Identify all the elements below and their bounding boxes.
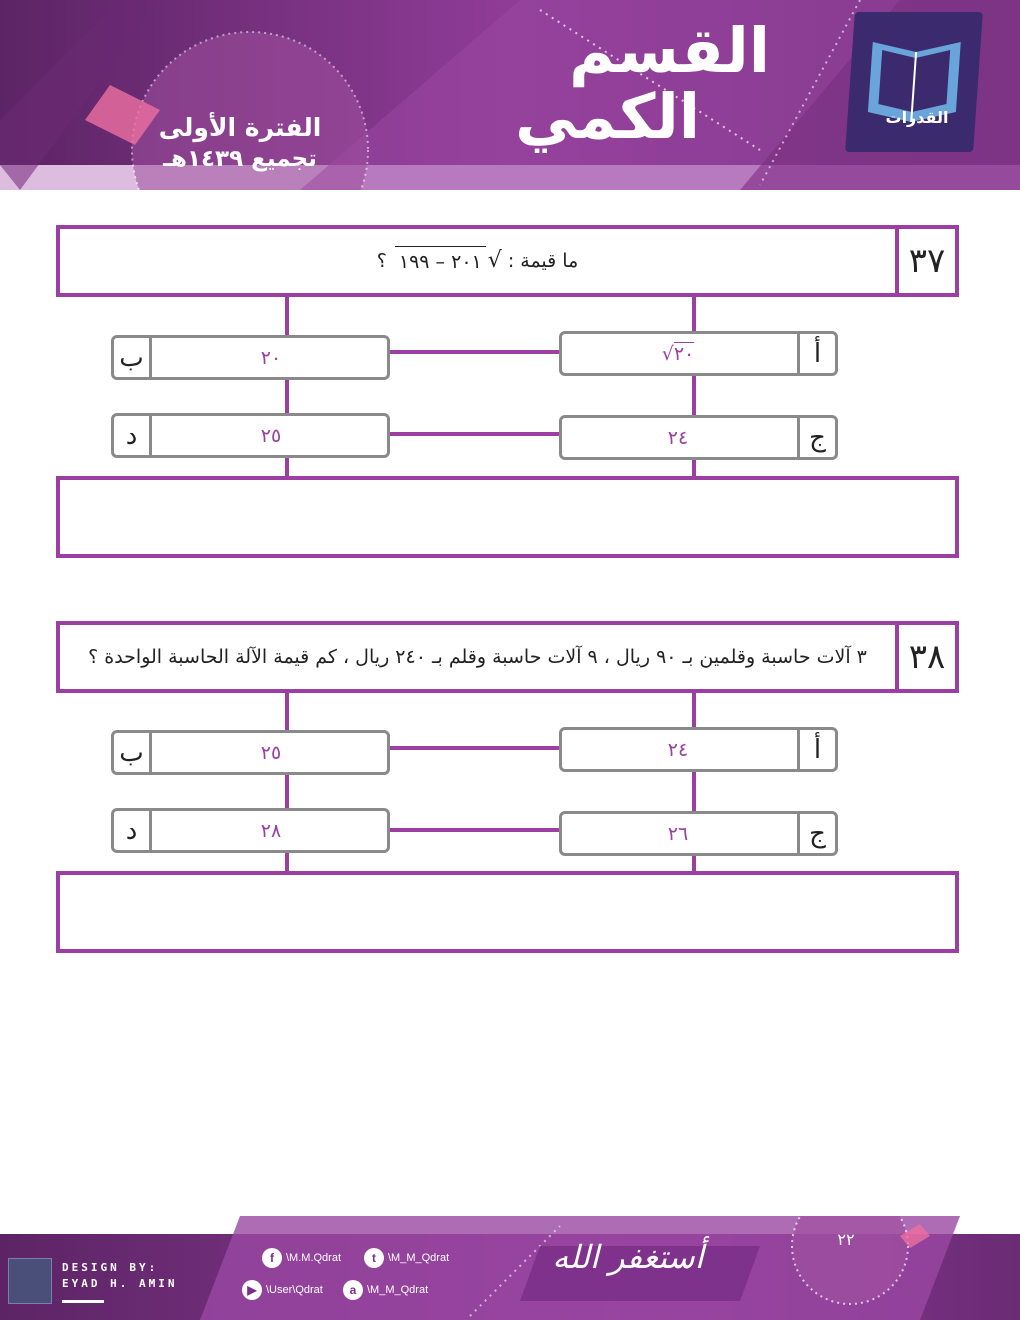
period-line2: تجميع ١٤٣٩هـ <box>163 146 317 172</box>
option-d[interactable] <box>111 413 390 458</box>
question-37-frame <box>56 225 959 297</box>
page-header <box>0 0 1020 190</box>
question-text <box>72 229 883 293</box>
option-letter: أ <box>797 334 835 373</box>
page-footer <box>0 1216 1020 1320</box>
option-a[interactable] <box>559 727 838 772</box>
youtube-icon: ▶ <box>242 1280 262 1300</box>
option-value: ٢٨ <box>260 819 282 842</box>
twitter-handle: \M_M_Qdrat <box>388 1252 450 1264</box>
radicand: ٢٠١ – ١٩٩ <box>395 246 486 277</box>
divider <box>62 1300 104 1303</box>
youtube-handle: \User\Qdrat <box>266 1284 323 1296</box>
design-credit <box>62 1260 177 1292</box>
answer-box[interactable] <box>56 871 959 953</box>
radical-icon: √ <box>487 248 502 273</box>
option-value <box>562 334 794 373</box>
page-number: ٢٢ <box>837 1230 855 1249</box>
connector-line <box>390 350 560 354</box>
option-a[interactable] <box>559 331 838 376</box>
logo-text: القدرات <box>885 108 949 127</box>
question-text-after: ؟ <box>376 250 387 272</box>
question-number: ٣٧ <box>895 229 955 293</box>
question-38-frame <box>56 621 959 693</box>
option-value: ٢٥ <box>260 741 282 764</box>
section-title-line1: القسم <box>569 14 770 87</box>
question-number: ٣٨ <box>895 625 955 689</box>
facebook-link[interactable] <box>262 1248 341 1268</box>
connector-line <box>390 828 560 832</box>
twitter-link[interactable] <box>364 1248 449 1268</box>
option-letter: أ <box>797 730 835 769</box>
facebook-icon: f <box>262 1248 282 1268</box>
option-letter: ب <box>114 338 152 377</box>
calligraphy: أستغفر الله <box>552 1238 704 1276</box>
design-credit-line2: EYAD H. AMIN <box>62 1277 178 1290</box>
option-letter: ج <box>797 418 835 457</box>
option-letter: ب <box>114 733 152 772</box>
design-credit-line1: DESIGN BY: <box>62 1261 159 1274</box>
question-text-before: ما قيمة : <box>507 250 579 272</box>
ask-handle: \M_M_Qdrat <box>367 1284 429 1296</box>
option-c[interactable] <box>559 415 838 460</box>
option-value-text: ٢٠ <box>673 343 695 365</box>
option-letter: د <box>114 416 152 455</box>
option-value: ٢٤ <box>667 738 689 761</box>
answer-box[interactable] <box>56 476 959 558</box>
section-title-line2: الكمي <box>515 80 700 153</box>
option-value: ٢٤ <box>667 426 689 449</box>
ask-icon: a <box>343 1280 363 1300</box>
option-letter: ج <box>797 814 835 853</box>
option-b[interactable] <box>111 335 390 380</box>
sqrt-icon: √ <box>661 342 674 365</box>
option-letter: د <box>114 811 152 850</box>
period-label <box>130 112 350 174</box>
youtube-link[interactable] <box>242 1280 323 1300</box>
option-value: ٢٠ <box>260 346 282 369</box>
option-value: ٢٦ <box>667 822 689 845</box>
section-title <box>350 14 770 153</box>
period-line1: الفترة الأولى <box>158 113 322 142</box>
twitter-icon: t <box>364 1248 384 1268</box>
connector-line <box>390 746 560 750</box>
connector-line <box>390 432 560 436</box>
option-value: ٢٥ <box>260 424 282 447</box>
question-text: ٣ آلات حاسبة وقلمين بـ ٩٠ ريال ، ٩ آلات حاسبة وقلم بـ ٢٤٠ ريال ، كم قيمة الآلة الحاسبة الواحدة ؟ <box>88 646 867 668</box>
option-d[interactable] <box>111 808 390 853</box>
option-c[interactable] <box>559 811 838 856</box>
facebook-handle: \M.M.Qdrat <box>286 1252 342 1264</box>
book-icon <box>845 12 983 152</box>
option-b[interactable] <box>111 730 390 775</box>
book-logo <box>845 12 983 152</box>
ask-link[interactable] <box>343 1280 428 1300</box>
signature-logo <box>8 1258 52 1304</box>
